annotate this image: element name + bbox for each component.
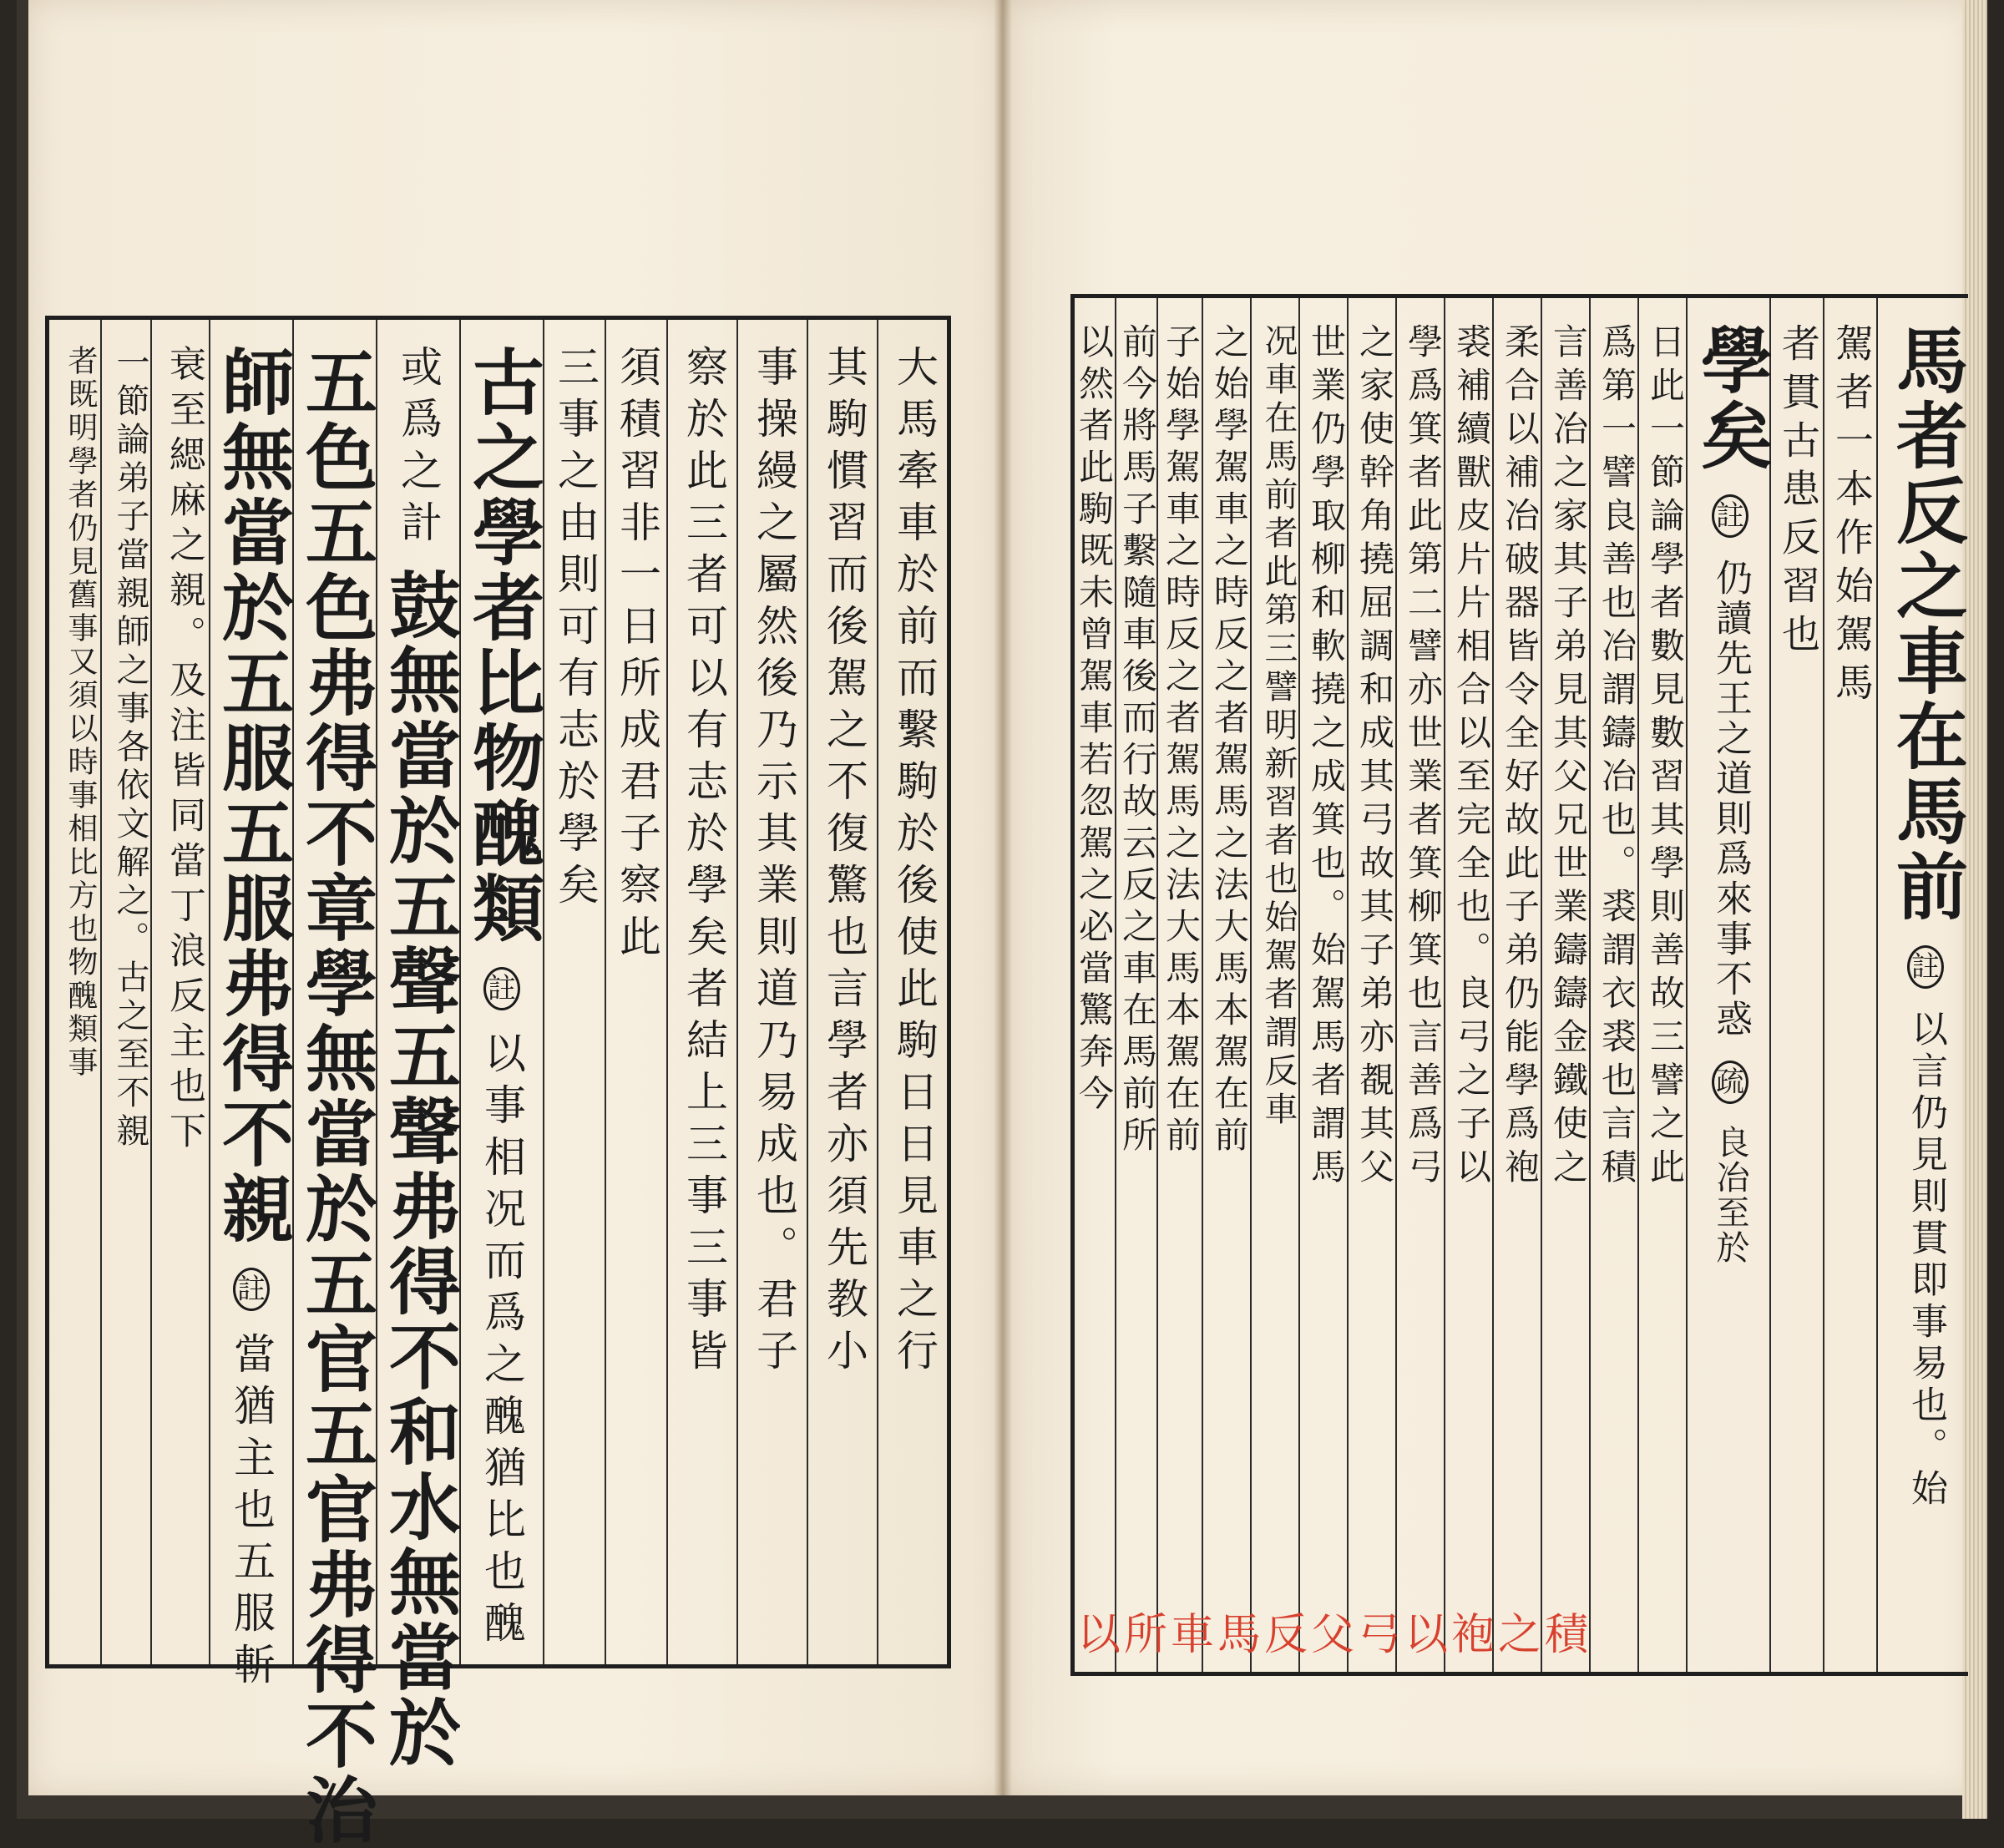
- text-column: [1589, 298, 1637, 1672]
- column-text: 其駒慣習而後駕之不復驚也言學者亦須先教小: [820, 345, 868, 1380]
- text-column: [292, 320, 377, 1848]
- main-text: 鼓無當於五聲五聲弗得不和水無當於: [377, 568, 461, 1770]
- main-text: 學矣: [1688, 323, 1773, 473]
- text-column: [1395, 298, 1444, 1672]
- text-column: [877, 320, 947, 1664]
- main-text: 馬者反之車在馬前: [1884, 323, 1968, 924]
- text-column: [1876, 298, 1968, 1672]
- column-text: 者貫古患反習也: [1776, 323, 1821, 662]
- text-column: [666, 320, 736, 1664]
- text-column: [150, 320, 209, 1664]
- column-text: 事操縵之屬然後乃示其業則道乃易成也。君子: [750, 345, 798, 1380]
- column-text: 察於此三者可以有志於學矣者結上三事三事皆: [680, 345, 728, 1380]
- column-text: 世業仍學取柳和軟撓之成箕也。始駕馬者謂馬: [1306, 323, 1347, 1192]
- commentary-text: 以言仍見則貫即事易也。始: [1905, 1010, 1947, 1511]
- commentary-text: 以事相况而爲之醜猶比也醜: [478, 1031, 526, 1653]
- column-text: 大馬牽車於前而繫駒於後使此駒日日見車之行: [890, 345, 939, 1380]
- text-column: [1769, 298, 1823, 1672]
- text-column: [209, 320, 294, 1694]
- column-text: 三事之由則可有志於學矣: [551, 345, 600, 914]
- column-text: 日此一節論學者數見數習其學則善故三譬之此: [1645, 323, 1686, 1192]
- text-column: [1686, 298, 1773, 1672]
- text-column: [1070, 298, 1115, 1672]
- main-text: 古之學者比物醜類: [460, 345, 544, 946]
- main-text: 師無當於五服五服弗得不親: [210, 345, 294, 1247]
- text-column: [543, 320, 605, 1664]
- text-column: [1492, 298, 1541, 1672]
- column-text: 前今將馬子繫隨車後而行故云反之車在馬前所: [1117, 323, 1158, 1158]
- column-text: 以然者此駒既未曾駕車若忽駕之必當驚奔今: [1074, 323, 1115, 1116]
- column-text: 之家使幹角撓屈調和成其弓故其子弟亦覩其父: [1354, 323, 1395, 1192]
- text-column: [1298, 298, 1347, 1672]
- text-column: [49, 320, 100, 1664]
- annotation-seal: 註: [1907, 945, 1944, 989]
- column-text: 衰至緦麻之親。及注皆同當丁浪反主也下: [163, 345, 205, 1157]
- text-column: [1637, 298, 1686, 1672]
- commentary-text: 仍讀先王之道則爲來事不惑: [1709, 559, 1752, 1040]
- left-text-frame: [45, 316, 951, 1848]
- text-column: [1444, 298, 1492, 1672]
- annotation-seal: 疏: [1712, 1061, 1748, 1104]
- text-column: [1115, 298, 1156, 1672]
- column-text: 爲第一譬良善也冶謂鑄冶也。裘謂衣裘也言積: [1597, 323, 1637, 1192]
- annotation-seal: 註: [233, 1268, 270, 1311]
- main-text: 五色五色弗得不章學無當於五官五官弗得不治: [293, 345, 377, 1848]
- column-text: 况車在馬前者此第三譬明新習者也始駕者謂反車: [1259, 323, 1298, 1130]
- text-column: [100, 320, 150, 1664]
- column-text: 者既明學者仍見舊事又須以時事相比方也物醜類事: [63, 345, 98, 1080]
- column-text: [1688, 323, 1773, 1265]
- column-text: [210, 345, 294, 1694]
- text-column: [736, 320, 807, 1664]
- annotation-seal: 註: [483, 967, 520, 1010]
- column-text: 柔合以補冶破器皆令全好故此子弟仍能學爲袍: [1500, 323, 1541, 1192]
- column-text: 駕者一本作始駕馬: [1829, 323, 1875, 711]
- red-annotation-footer: 以所車馬反父弓以袍之積: [1077, 1610, 1592, 1660]
- commentary-text: 良冶至於: [1711, 1125, 1749, 1265]
- text-column: [459, 320, 543, 1664]
- open-book: [17, 0, 1987, 1848]
- column-text: 子始學駕車之時反之者駕馬之法大馬本駕在前: [1161, 323, 1202, 1158]
- text-column: [1347, 298, 1395, 1672]
- text-column: [605, 320, 666, 1664]
- annotation-seal: 註: [1712, 494, 1748, 538]
- text-column: [1541, 298, 1589, 1672]
- column-text: 一節論弟子當親師之事各依文解之。古之至不親: [111, 345, 149, 1152]
- book-gutter: [994, 0, 1012, 1795]
- right-text-frame: [1070, 294, 1968, 1676]
- text-column: [1202, 298, 1250, 1672]
- text-column: [1156, 298, 1202, 1672]
- text-column: [376, 320, 461, 1770]
- column-text: 裘補續獸皮片片相合以至完全也。良弓之子以: [1451, 323, 1492, 1192]
- column-text: [460, 345, 544, 1653]
- column-text: 言善冶之家其子弟見其父兄世業鑄鑄金鐵使之: [1548, 323, 1589, 1192]
- text-column: [807, 320, 877, 1664]
- column-text: 學爲箕者此第二譬亦世業者箕柳箕也言善爲弓: [1403, 323, 1444, 1192]
- column-text: [377, 345, 461, 1770]
- commentary-text: 或爲之計: [394, 345, 443, 552]
- column-text: 之始學駕車之時反之者駕馬之法大馬本駕在前: [1209, 323, 1250, 1158]
- column-text: 須積習非一日所成君子察此: [613, 345, 661, 966]
- text-column: [1823, 298, 1876, 1672]
- column-text: [1884, 323, 1968, 1511]
- commentary-text: 當猶主也五服斬: [227, 1332, 276, 1694]
- text-column: [1250, 298, 1298, 1672]
